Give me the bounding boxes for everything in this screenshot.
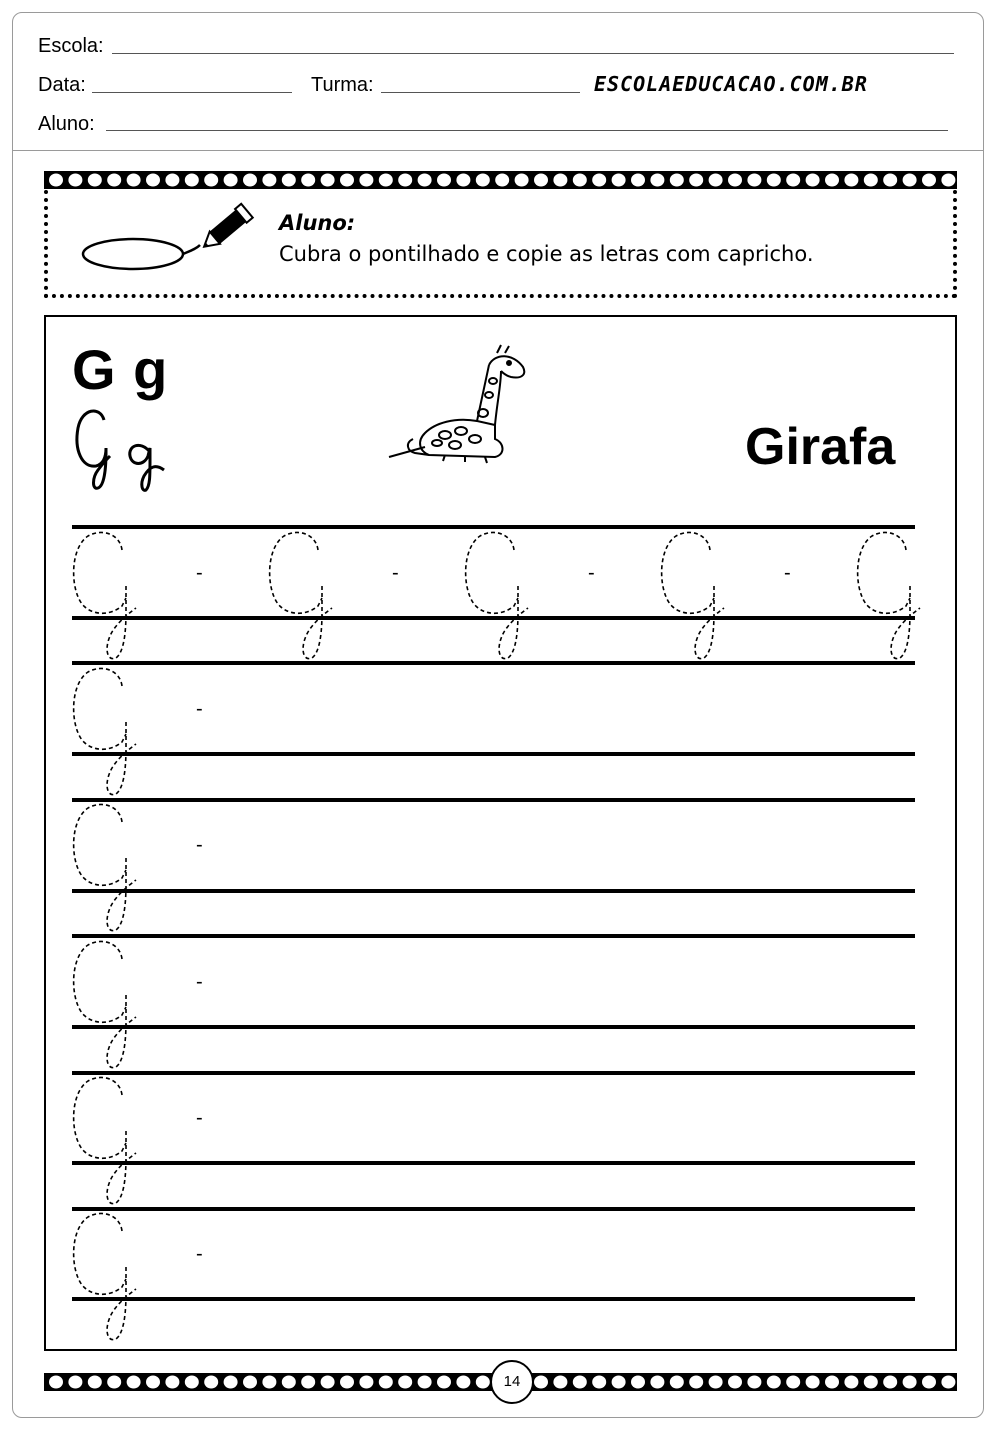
- border-dot: [127, 1376, 141, 1389]
- border-dot: [243, 174, 257, 187]
- instruction-title: Aluno:: [279, 211, 356, 235]
- student-label: Aluno:: [38, 113, 95, 135]
- border-dot: [437, 1376, 451, 1389]
- border-dot: [262, 174, 276, 187]
- border-dot: [107, 1376, 121, 1389]
- school-label: Escola:: [38, 35, 104, 57]
- border-dot: [883, 1376, 897, 1389]
- border-dot: [185, 1376, 199, 1389]
- border-dot: [844, 174, 858, 187]
- separator: -: [196, 1107, 203, 1129]
- border-dot: [379, 1376, 393, 1389]
- border-dot: [340, 174, 354, 187]
- border-dot: [941, 1376, 955, 1389]
- ruled-line: [72, 752, 915, 756]
- border-dot: [301, 1376, 315, 1389]
- ruled-line: [72, 1071, 915, 1075]
- border-dot: [418, 174, 432, 187]
- ruled-line: [72, 1207, 915, 1211]
- border-dot: [224, 1376, 238, 1389]
- border-dot: [747, 1376, 761, 1389]
- border-dot: [282, 174, 296, 187]
- pencil-icon: [78, 205, 248, 275]
- border-dot: [534, 174, 548, 187]
- border-dot: [612, 174, 626, 187]
- example-word: Girafa: [745, 418, 896, 476]
- border-dot: [146, 174, 160, 187]
- border-dot: [359, 174, 373, 187]
- border-dot: [282, 1376, 296, 1389]
- border-dot: [68, 1376, 82, 1389]
- separator: -: [392, 562, 399, 584]
- tracing-letter[interactable]: [66, 664, 146, 804]
- border-dot: [573, 174, 587, 187]
- border-dot: [728, 174, 742, 187]
- tracing-letter[interactable]: [66, 800, 146, 940]
- tracing-letter[interactable]: [458, 528, 538, 668]
- tracing-letter[interactable]: [850, 528, 930, 668]
- border-dot: [631, 174, 645, 187]
- print-letters: G g: [72, 338, 169, 401]
- border-dot: [340, 1376, 354, 1389]
- tracing-letter[interactable]: [66, 937, 146, 1077]
- border-dot: [146, 1376, 160, 1389]
- border-dot: [767, 1376, 781, 1389]
- border-dot: [922, 1376, 936, 1389]
- border-dot: [418, 1376, 432, 1389]
- border-dot: [592, 1376, 606, 1389]
- student-field[interactable]: [106, 130, 948, 131]
- ruled-line: [72, 889, 915, 893]
- giraffe-illustration: [385, 343, 540, 468]
- school-field[interactable]: [112, 53, 954, 54]
- tracing-letter[interactable]: [66, 1073, 146, 1213]
- dots-pattern: [44, 171, 957, 189]
- border-dot: [456, 174, 470, 187]
- border-dot: [185, 174, 199, 187]
- border-dot: [534, 1376, 548, 1389]
- separator: -: [784, 562, 791, 584]
- separator: -: [588, 562, 595, 584]
- border-dot: [903, 1376, 917, 1389]
- border-dot: [88, 174, 102, 187]
- border-dot: [709, 1376, 723, 1389]
- border-dot: [321, 1376, 335, 1389]
- ruled-line: [72, 934, 915, 938]
- separator: -: [196, 834, 203, 856]
- separator: -: [196, 971, 203, 993]
- border-dot: [825, 174, 839, 187]
- separator: -: [196, 698, 203, 720]
- border-dot: [806, 174, 820, 187]
- tracing-letter[interactable]: [66, 1209, 146, 1349]
- border-dot: [553, 1376, 567, 1389]
- date-field[interactable]: [92, 92, 292, 93]
- border-dot: [883, 174, 897, 187]
- border-dot: [689, 1376, 703, 1389]
- class-field[interactable]: [381, 92, 580, 93]
- border-dot: [650, 1376, 664, 1389]
- class-label: Turma:: [311, 74, 374, 96]
- border-dot: [204, 174, 218, 187]
- border-dot: [689, 174, 703, 187]
- website-label: ESCOLAEDUCACAO.COM.BR: [594, 72, 868, 96]
- separator: -: [196, 562, 203, 584]
- border-dot: [767, 174, 781, 187]
- date-label: Data:: [38, 74, 86, 96]
- border-dot: [709, 174, 723, 187]
- tracing-letter[interactable]: [262, 528, 342, 668]
- border-dot: [825, 1376, 839, 1389]
- ruled-line: [72, 798, 915, 802]
- border-dot: [301, 174, 315, 187]
- tracing-letter[interactable]: [66, 528, 146, 668]
- border-dot: [592, 174, 606, 187]
- border-dot: [786, 174, 800, 187]
- border-dot: [456, 1376, 470, 1389]
- border-dot: [806, 1376, 820, 1389]
- border-dot: [262, 1376, 276, 1389]
- border-dot: [204, 1376, 218, 1389]
- border-dot: [49, 1376, 63, 1389]
- instruction-text: Cubra o pontilhado e copie as letras com capricho.: [279, 242, 814, 266]
- border-dot: [515, 174, 529, 187]
- cursive-letters: [70, 400, 180, 495]
- ruled-line: [72, 1297, 915, 1301]
- border-dot: [864, 174, 878, 187]
- border-dot: [650, 174, 664, 187]
- header-divider: [13, 150, 983, 151]
- border-dot: [631, 1376, 645, 1389]
- border-dot: [107, 174, 121, 187]
- border-dot: [612, 1376, 626, 1389]
- border-dot: [476, 1376, 490, 1389]
- border-dot: [747, 174, 761, 187]
- page-number: 14: [490, 1360, 534, 1404]
- border-dot: [224, 174, 238, 187]
- border-dot: [844, 1376, 858, 1389]
- border-dot: [165, 174, 179, 187]
- border-dot: [165, 1376, 179, 1389]
- border-dot: [922, 174, 936, 187]
- border-dot: [495, 174, 509, 187]
- tracing-letter[interactable]: [654, 528, 734, 668]
- border-dot: [49, 174, 63, 187]
- border-dot: [670, 1376, 684, 1389]
- border-dot: [379, 174, 393, 187]
- border-dot: [728, 1376, 742, 1389]
- border-dot: [903, 174, 917, 187]
- border-dot: [437, 174, 451, 187]
- border-dot: [786, 1376, 800, 1389]
- border-dot: [553, 174, 567, 187]
- border-dot: [573, 1376, 587, 1389]
- border-dot: [670, 174, 684, 187]
- border-dot: [476, 174, 490, 187]
- top-border-dots: [44, 171, 957, 189]
- separator: -: [196, 1243, 203, 1265]
- border-dot: [398, 174, 412, 187]
- border-dot: [243, 1376, 257, 1389]
- border-dot: [398, 1376, 412, 1389]
- ruled-line: [72, 1025, 915, 1029]
- border-dot: [941, 174, 955, 187]
- border-dot: [864, 1376, 878, 1389]
- border-dot: [88, 1376, 102, 1389]
- border-dot: [127, 174, 141, 187]
- ruled-line: [72, 1161, 915, 1165]
- border-dot: [359, 1376, 373, 1389]
- border-dot: [68, 174, 82, 187]
- border-dot: [321, 174, 335, 187]
